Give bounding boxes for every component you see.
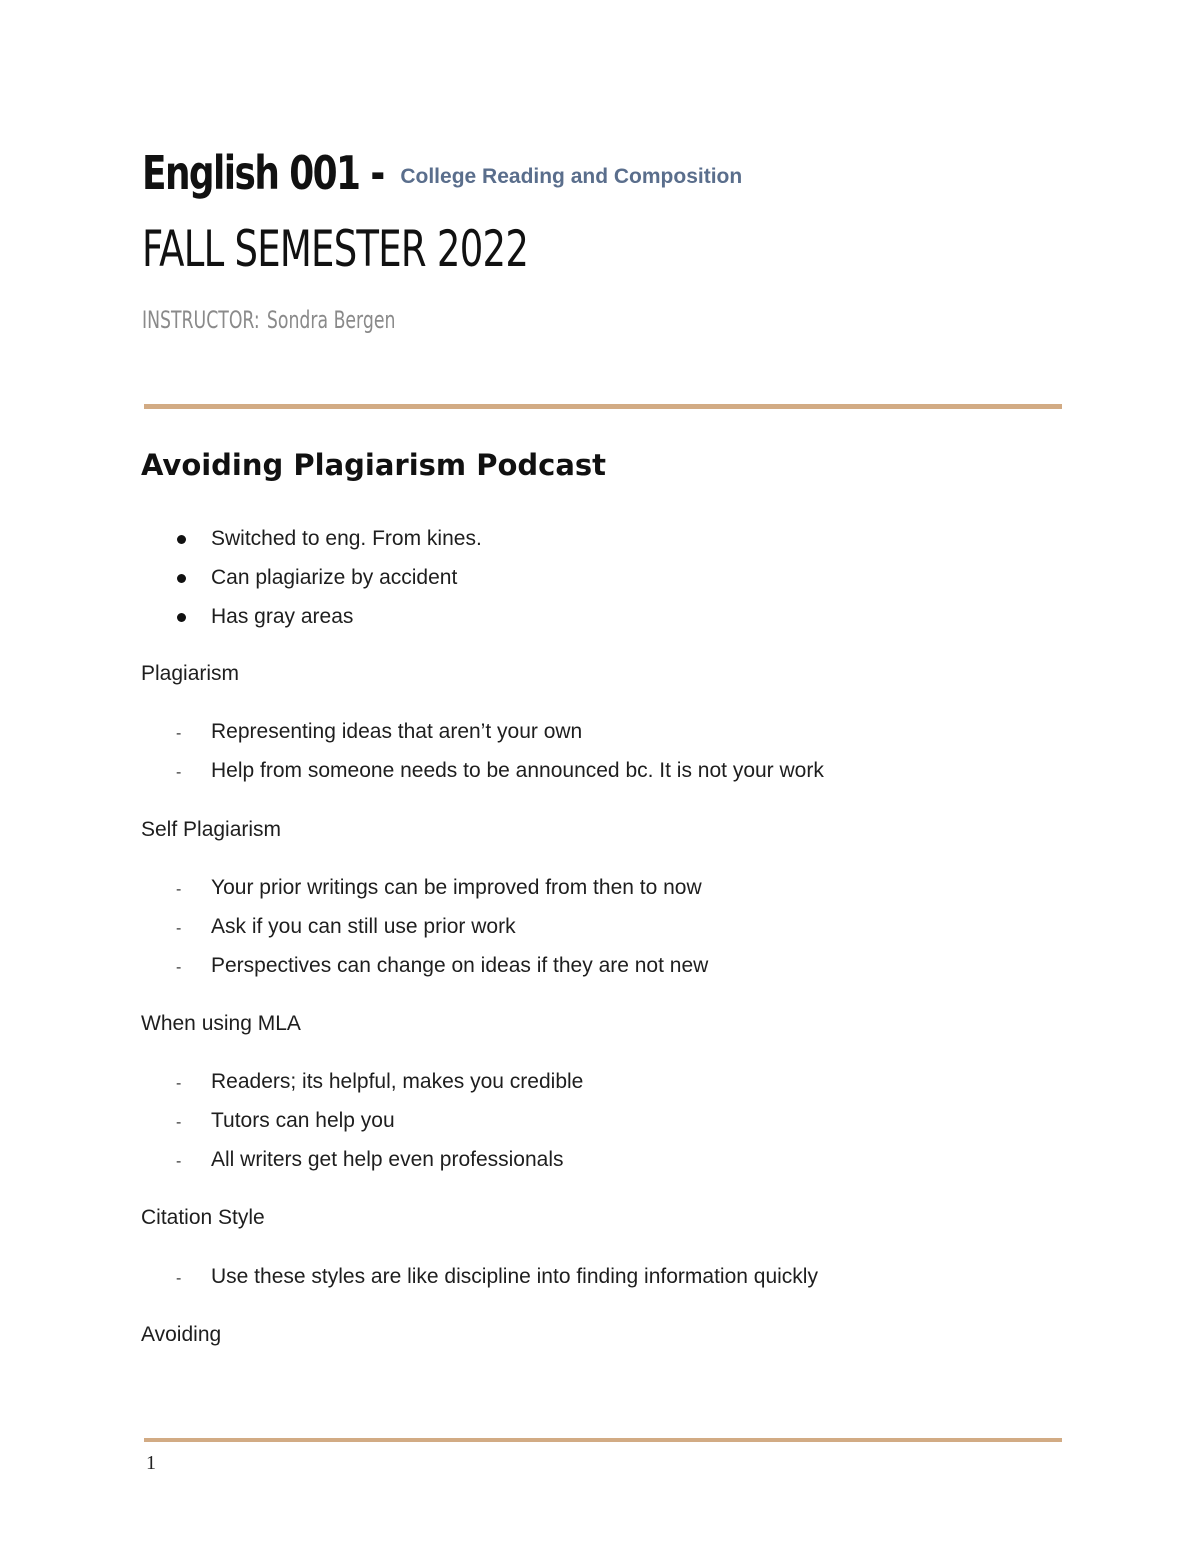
list-item: Can plagiarize by accident bbox=[211, 566, 458, 589]
list-item: Switched to eng. From kines. bbox=[211, 527, 482, 550]
dash-marker: - bbox=[176, 959, 182, 976]
footer-divider bbox=[144, 1438, 1062, 1442]
dash-marker: - bbox=[176, 1114, 182, 1131]
list-item: Ask if you can still use prior work bbox=[211, 915, 516, 938]
subheading: Plagiarism bbox=[141, 662, 240, 685]
instructor-name: Sondra Bergen bbox=[266, 306, 396, 334]
dash-marker: - bbox=[176, 764, 182, 781]
dash-marker: - bbox=[176, 1153, 182, 1170]
dash-marker: - bbox=[176, 881, 182, 898]
subheading: When using MLA bbox=[141, 1012, 301, 1035]
course-title-line bbox=[142, 146, 742, 200]
list-item: All writers get help even professionals bbox=[211, 1148, 564, 1171]
dash-marker: - bbox=[176, 1270, 182, 1287]
page-number: 1 bbox=[146, 1452, 156, 1474]
dash-marker: - bbox=[176, 1075, 182, 1092]
course-name: College Reading and Composition bbox=[400, 165, 743, 188]
subheading: Self Plagiarism bbox=[141, 818, 282, 841]
list-item: Use these styles are like discipline into finding information quickly bbox=[211, 1265, 818, 1288]
list-item: Perspectives can change on ideas if they are not new bbox=[211, 954, 709, 977]
semester-title: FALL SEMESTER 2022 bbox=[142, 220, 529, 278]
list-item: Your prior writings can be improved from then to now bbox=[211, 876, 702, 899]
header-divider bbox=[144, 404, 1062, 409]
subheading: Avoiding bbox=[141, 1323, 222, 1346]
subheading: Citation Style bbox=[141, 1206, 265, 1229]
list-item: Has gray areas bbox=[211, 605, 354, 628]
instructor-label: INSTRUCTOR: bbox=[142, 306, 260, 334]
bullet-dot bbox=[177, 535, 186, 544]
bullet-dot bbox=[177, 574, 186, 583]
instructor-line bbox=[142, 306, 395, 334]
list-item: Help from someone needs to be announced bc. It is not your work bbox=[211, 759, 824, 782]
list-item: Readers; its helpful, makes you credible bbox=[211, 1070, 584, 1093]
list-item: Tutors can help you bbox=[211, 1109, 395, 1132]
bullet-dot bbox=[177, 613, 186, 622]
course-code: English 001 - bbox=[142, 146, 384, 200]
list-item: Representing ideas that aren’t your own bbox=[211, 720, 583, 743]
dash-marker: - bbox=[176, 920, 182, 937]
section-title: Avoiding Plagiarism Podcast bbox=[141, 448, 607, 482]
dash-marker: - bbox=[176, 725, 182, 742]
